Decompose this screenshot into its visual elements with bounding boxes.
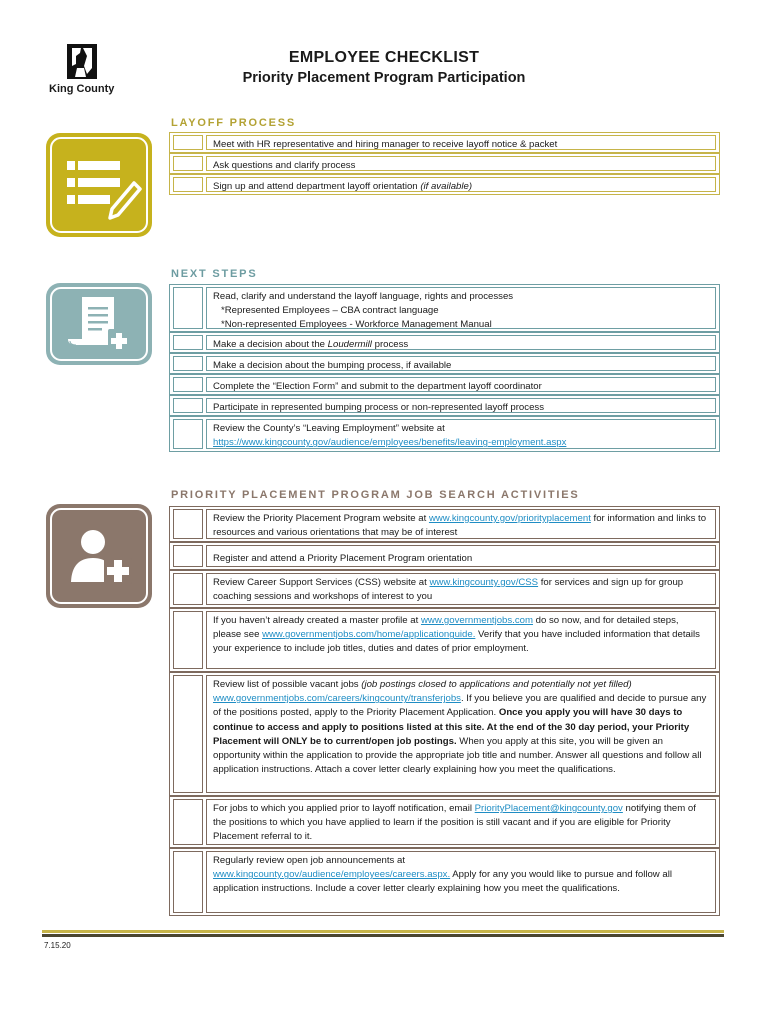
row-text: Regularly review open job announcements at www.kingcounty.gov/audience/employees/careers.aspx. Apply for any you would like to pursue and follow all application instructions. Include a cover letter clearly explaining how you meet the qualifications.: [206, 851, 716, 913]
row-text: Make a decision about the Loudermill process: [206, 335, 716, 350]
checkbox[interactable]: [173, 356, 203, 371]
checkbox[interactable]: [173, 851, 203, 913]
next-steps-checklist: [169, 284, 720, 454]
checkbox[interactable]: [173, 611, 203, 669]
checklist-row: [169, 374, 720, 395]
person-add-icon: [46, 504, 152, 608]
checkbox[interactable]: [173, 377, 203, 392]
row-text: Participate in represented bumping process or non-represented layoff process: [206, 398, 716, 413]
row-text: If you haven’t already created a master profile at www.governmentjobs.com do so now, and for detailed steps, please see www.governmentjobs.com/home/applicationguide. Verify that you have included information that details your experience to include job titles, duties and dates of prior employment.: [206, 611, 716, 669]
row-text: For jobs to which you applied prior to layoff notification, email PriorityPlacement@kingcounty.gov notifying them of the positions to which you have applied to learn if the position is still vacant and if you are eligible for Priority Placement referral to it.: [206, 799, 716, 845]
application-guide-link[interactable]: www.governmentjobs.com/home/applicationguide.: [262, 629, 476, 641]
checkbox[interactable]: [173, 419, 203, 449]
priority-placement-email-link[interactable]: PriorityPlacement@kingcounty.gov: [474, 803, 623, 814]
row-text: Meet with HR representative and hiring manager to receive layoff notice & packet: [206, 135, 716, 150]
logo-text: King County: [49, 83, 115, 95]
priority-placement-link[interactable]: www.kingcounty.gov/priorityplacement: [428, 513, 591, 524]
document-scroll-add-icon: [46, 283, 152, 365]
checklist-row: [169, 174, 720, 195]
checkbox[interactable]: [173, 675, 203, 793]
row-text: Review the Priority Placement Program website at www.kingcounty.gov/priorityplacement for information and links to resources and various orientations that may be of interest: [206, 509, 716, 539]
checklist-row: [169, 416, 720, 452]
layoff-checklist: [169, 132, 720, 196]
checkbox[interactable]: [173, 135, 203, 150]
checklist-row: [169, 332, 720, 353]
checklist-row: [169, 796, 720, 848]
checklist-row: [169, 506, 720, 542]
checkbox[interactable]: [173, 287, 203, 329]
checkbox[interactable]: [173, 156, 203, 171]
checklist-row: [169, 570, 720, 608]
careers-link[interactable]: www.kingcounty.gov/audience/employees/careers.aspx.: [213, 869, 451, 881]
checkbox[interactable]: [173, 509, 203, 539]
checklist-row: [169, 542, 720, 570]
checklist-row: [169, 284, 720, 332]
checkbox[interactable]: [173, 573, 203, 605]
row-text: Ask questions and clarify process: [206, 156, 716, 171]
row-text: Review the County’s “Leaving Employment” website at https://www.kingcounty.gov/audience/employees/benefits/leaving-employment.aspx: [206, 419, 716, 449]
checklist-row: [169, 353, 720, 374]
section-heading-layoff: LAYOFF PROCESS: [171, 117, 297, 129]
checklist-row: [169, 153, 720, 174]
footer-divider-gold: [42, 930, 724, 933]
transfer-jobs-link[interactable]: www.governmentjobs.com/careers/kingcounty/transferjobs: [213, 693, 461, 705]
footer-divider-dark: [42, 934, 724, 937]
checklist-pencil-icon: [46, 133, 152, 237]
checkbox[interactable]: [173, 398, 203, 413]
row-text: Register and attend a Priority Placement Program orientation: [206, 545, 716, 567]
page-subtitle: Priority Placement Program Participation: [242, 70, 526, 86]
revision-date: 7.15.20: [44, 941, 71, 950]
row-text: Read, clarify and understand the layoff language, rights and processes *Represented Employees – CBA contract language *Non-represented Employees - Workforce Management Manual: [206, 287, 716, 329]
row-text: Review list of possible vacant jobs (job postings closed to applications and potentially not yet filled) www.governmentjobs.com/careers/kingcounty/transferjobs. If you believe you are qualified and decide to pursue any of the positions posted, apply to the Priority Placement Application. Once you apply you will have 30 days to continue to access and apply to positions listed at this site. At the end of the 30 day period, your Priority Placement will ONLY be to current/open job postings. When you apply at this site, you will be given an opportunity within the application to provide the appropriate job title and number. Answer all questions and follow all application instructions. Attach a cover letter clearly explaining how you meet the qualifications.: [206, 675, 716, 793]
checklist-row: [169, 608, 720, 672]
row-text: Review Career Support Services (CSS) website at www.kingcounty.gov/CSS for services and sign up for group coaching sessions and workshops of interest to you: [206, 573, 716, 605]
checklist-row: [169, 672, 720, 796]
checkbox[interactable]: [173, 335, 203, 350]
ppp-checklist: [169, 506, 720, 916]
row-text: Sign up and attend department layoff orientation (if available): [206, 177, 716, 192]
section-heading-ppp: PRIORITY PLACEMENT PROGRAM JOB SEARCH ACTIVITIES: [171, 489, 580, 501]
checklist-row: [169, 848, 720, 916]
row-text: Complete the “Election Form” and submit to the department layoff coordinator: [206, 377, 716, 392]
governmentjobs-link[interactable]: www.governmentjobs.com: [420, 615, 533, 626]
css-link[interactable]: www.kingcounty.gov/CSS: [429, 577, 539, 588]
checkbox[interactable]: [173, 177, 203, 192]
row-text: Make a decision about the bumping process, if available: [206, 356, 716, 371]
page-title: EMPLOYEE CHECKLIST: [288, 49, 480, 66]
checkbox[interactable]: [173, 545, 203, 567]
leaving-employment-link[interactable]: https://www.kingcounty.gov/audience/employees/benefits/leaving-employment.aspx: [213, 437, 567, 449]
checklist-row: [169, 132, 720, 153]
checkbox[interactable]: [173, 799, 203, 845]
section-heading-next-steps: NEXT STEPS: [171, 268, 258, 280]
checklist-row: [169, 395, 720, 416]
